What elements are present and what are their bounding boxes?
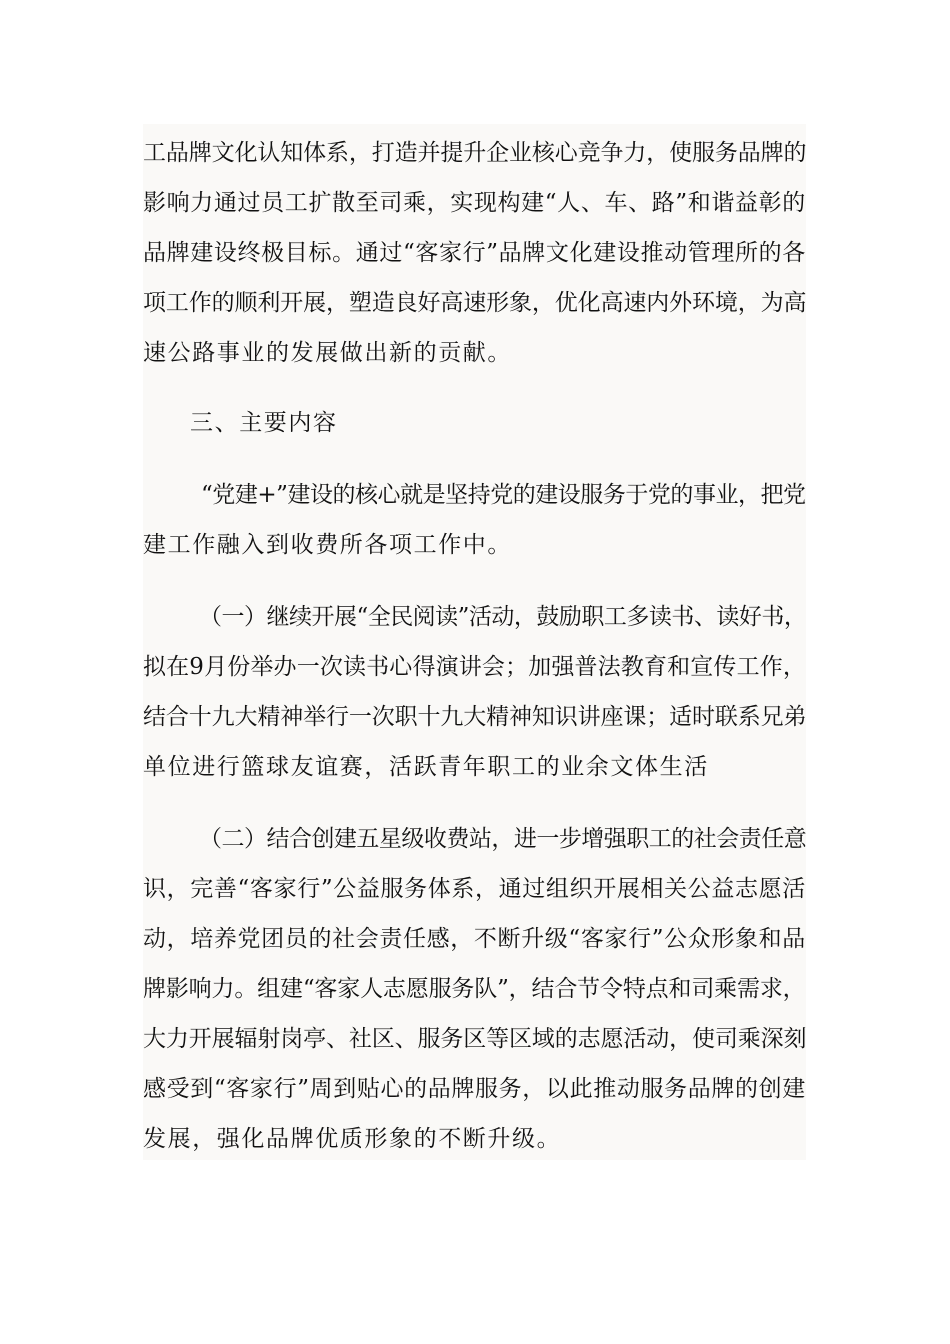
paragraph-4-line-1: （二）结合创建五星级收费站，进一步增强职工的社会责任意	[199, 826, 807, 852]
paragraph-4-line-5: 大力开展辐射岗亭、社区、服务区等区域的志愿活动，使司乘深刻	[143, 1026, 807, 1052]
paragraph-3-line-4: 单位进行篮球友谊赛，活跃青年职工的业余文体生活	[143, 754, 709, 780]
paragraph-3-line-2: 拟在9月份举办一次读书心得演讲会；加强普法教育和宣传工作，	[143, 654, 807, 680]
paragraph-1-line-3: 品牌建设终极目标。通过“客家行”品牌文化建设推动管理所的各	[143, 240, 806, 266]
paragraph-4-line-3: 动，培养党团员的社会责任感，不断升级“客家行”公众形象和品	[143, 926, 806, 952]
paragraph-4-line-4: 牌影响力。组建“客家人志愿服务队”，结合节令特点和司乘需求，	[143, 976, 806, 1002]
section-heading: 三、主要内容	[190, 410, 338, 436]
paragraph-3-line-3: 结合十九大精神举行一次职十九大精神知识讲座课；适时联系兄弟	[143, 704, 807, 730]
paragraph-4-line-6: 感受到“客家行”周到贴心的品牌服务，以此推动服务品牌的创建	[143, 1076, 806, 1102]
paragraph-1-line-4: 项工作的顺利开展，塑造良好高速形象，优化高速内外环境，为高	[143, 290, 807, 316]
paragraph-1-line-5: 速公路事业的发展做出新的贡献。	[143, 340, 512, 366]
paragraph-2-line-2: 建工作融入到收费所各项工作中。	[143, 532, 512, 558]
paragraph-1-line-2: 影响力通过员工扩散至司乘，实现构建“人、车、路”和谐益彰的	[143, 190, 806, 216]
paragraph-2-line-1: “党建+”建设的核心就是坚持党的建设服务于党的事业，把党	[201, 482, 806, 508]
paragraph-4-line-2: 识，完善“客家行”公益服务体系，通过组织开展相关公益志愿活	[143, 876, 806, 902]
document-text-block	[143, 124, 806, 1160]
paragraph-1-line-1: 工品牌文化认知体系，打造并提升企业核心竞争力，使服务品牌的	[143, 140, 807, 166]
paragraph-3-line-1: （一）继续开展“全民阅读”活动，鼓励职工多读书、读好书，	[199, 604, 807, 630]
paragraph-4-line-7: 发展，强化品牌优质形象的不断升级。	[143, 1126, 562, 1152]
